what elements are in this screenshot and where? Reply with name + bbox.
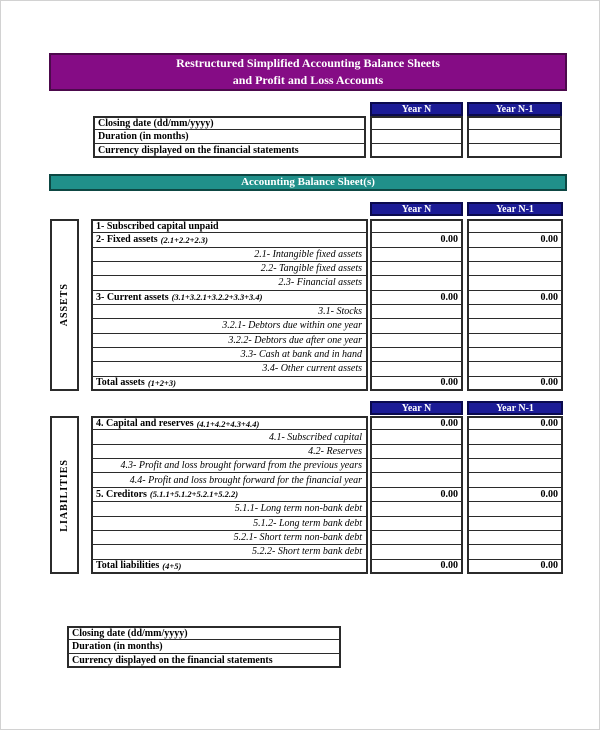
asset-row <box>91 291 563 305</box>
info-value-year-n1 <box>467 144 562 158</box>
value-cell-year-n <box>370 305 463 319</box>
liabilities-header-year-n <box>370 401 463 415</box>
value-cell-year-n1: 0.00 <box>467 488 563 502</box>
assets-header-year-n <box>370 202 463 216</box>
value-cell-year-n <box>370 334 463 348</box>
value-cell-year-n <box>370 319 463 333</box>
info-value-year-n1 <box>467 116 562 130</box>
row-label: 2.3- Financial assets <box>91 276 368 290</box>
info-value-year-n <box>370 116 463 130</box>
value-cell-year-n1 <box>467 276 563 290</box>
value-cell-year-n1 <box>467 348 563 362</box>
row-label <box>91 233 368 247</box>
value-cell-year-n1 <box>467 334 563 348</box>
row-label <box>91 219 368 233</box>
row-label: 3.4- Other current assets <box>91 362 368 376</box>
footer-info-row <box>67 640 341 654</box>
row-label-text: 5. Creditors <box>96 488 147 500</box>
row-label <box>91 560 368 574</box>
assets-header-year-n1 <box>467 202 563 216</box>
liability-row <box>91 488 563 502</box>
row-label: 4.3- Profit and loss brought forward from the previous years <box>91 459 368 473</box>
row-label: 4.1- Subscribed capital <box>91 430 368 444</box>
row-label: 3.2.2- Debtors due after one year <box>91 334 368 348</box>
footer-row-label: Duration (in months) <box>67 640 341 654</box>
row-label <box>91 488 368 502</box>
value-cell-year-n <box>370 502 463 516</box>
footer-info-row <box>67 654 341 668</box>
value-cell-year-n <box>370 276 463 290</box>
asset-row <box>91 334 563 348</box>
asset-row <box>91 348 563 362</box>
asset-row <box>91 276 563 290</box>
value-cell-year-n1 <box>467 319 563 333</box>
value-cell-year-n <box>370 517 463 531</box>
report-info-table <box>93 116 562 158</box>
info-value-year-n <box>370 144 463 158</box>
row-label: 4.2- Reserves <box>91 445 368 459</box>
liabilities-header-year-n1 <box>467 401 563 415</box>
footer-row-label: Currency displayed on the financial statements <box>67 654 341 668</box>
row-formula: (4.1+4.2+4.3+4.4) <box>196 418 260 429</box>
value-cell-year-n: 0.00 <box>370 488 463 502</box>
year-n-label: Year N <box>401 203 432 215</box>
value-cell-year-n: 0.00 <box>370 560 463 574</box>
value-cell-year-n1: 0.00 <box>467 233 563 247</box>
asset-row <box>91 319 563 333</box>
liability-row <box>91 517 563 531</box>
info-row <box>93 144 562 158</box>
row-formula: (5.1.1+5.1.2+5.2.1+5.2.2) <box>149 489 239 500</box>
value-cell-year-n: 0.00 <box>370 416 463 430</box>
value-cell-year-n1: 0.00 <box>467 291 563 305</box>
year-n1-label: Year N-1 <box>495 103 534 115</box>
value-cell-year-n1 <box>467 531 563 545</box>
value-cell-year-n1 <box>467 219 563 233</box>
row-label: 5.1.2- Long term bank debt <box>91 517 368 531</box>
liability-row <box>91 459 563 473</box>
info-row <box>93 116 562 130</box>
liability-row <box>91 502 563 516</box>
row-label: 3.2.1- Debtors due within one year <box>91 319 368 333</box>
row-label <box>91 416 368 430</box>
value-cell-year-n <box>370 545 463 559</box>
value-cell-year-n1 <box>467 262 563 276</box>
year-n1-label: Year N-1 <box>496 402 534 414</box>
value-cell-year-n1 <box>467 248 563 262</box>
liability-row <box>91 416 563 430</box>
row-formula: (3.1+3.2.1+3.2.2+3.3+3.4) <box>171 292 263 303</box>
asset-row <box>91 305 563 319</box>
liability-row <box>91 545 563 559</box>
row-label: 3.1- Stocks <box>91 305 368 319</box>
value-cell-year-n <box>370 262 463 276</box>
value-cell-year-n1: 0.00 <box>467 560 563 574</box>
row-label <box>91 377 368 391</box>
row-label: 2.2- Tangible fixed assets <box>91 262 368 276</box>
value-cell-year-n1 <box>467 473 563 487</box>
value-cell-year-n1 <box>467 545 563 559</box>
value-cell-year-n: 0.00 <box>370 233 463 247</box>
row-label-text: Total liabilities <box>96 560 160 572</box>
row-label-text: 3- Current assets <box>96 291 169 303</box>
value-cell-year-n1 <box>467 430 563 444</box>
row-label-text: Total assets <box>96 377 145 389</box>
info-header-year-n <box>370 102 463 116</box>
row-label-text: 2- Fixed assets <box>96 234 158 246</box>
row-label: 5.2.1- Short term non-bank debt <box>91 531 368 545</box>
liabilities-side-text: LIABILITIES <box>59 458 70 532</box>
year-n-label: Year N <box>401 103 432 115</box>
row-formula: (4+5) <box>162 560 182 571</box>
asset-row <box>91 219 563 233</box>
liabilities-table <box>91 416 563 574</box>
info-value-year-n <box>370 130 463 144</box>
value-cell-year-n1 <box>467 517 563 531</box>
value-cell-year-n <box>370 219 463 233</box>
value-cell-year-n1 <box>467 502 563 516</box>
title-line-2: and Profit and Loss Accounts <box>232 73 384 87</box>
row-label-text: 4. Capital and reserves <box>96 418 194 430</box>
footer-info-table <box>67 626 341 668</box>
value-cell-year-n1 <box>467 305 563 319</box>
value-cell-year-n <box>370 473 463 487</box>
asset-row <box>91 248 563 262</box>
value-cell-year-n1 <box>467 362 563 376</box>
assets-side-text: ASSETS <box>59 283 70 327</box>
year-n1-label: Year N-1 <box>496 203 534 215</box>
section-banner-label: Accounting Balance Sheet(s) <box>241 176 375 188</box>
value-cell-year-n1 <box>467 459 563 473</box>
value-cell-year-n1: 0.00 <box>467 416 563 430</box>
asset-row <box>91 233 563 247</box>
liability-row <box>91 430 563 444</box>
footer-row-label: Closing date (dd/mm/yyyy) <box>67 626 341 640</box>
info-row-label: Currency displayed on the financial statements <box>93 144 366 158</box>
liabilities-side-label <box>50 416 79 574</box>
title-line-1: Restructured Simplified Accounting Balance Sheets <box>176 56 440 70</box>
info-row-label: Duration (in months) <box>93 130 366 144</box>
value-cell-year-n <box>370 445 463 459</box>
asset-total-row <box>91 377 563 391</box>
value-cell-year-n: 0.00 <box>370 291 463 305</box>
info-row-label: Closing date (dd/mm/yyyy) <box>93 116 366 130</box>
value-cell-year-n <box>370 348 463 362</box>
row-label: 4.4- Profit and loss brought forward for the financial year <box>91 473 368 487</box>
liability-row <box>91 531 563 545</box>
footer-info-row <box>67 626 341 640</box>
row-label: 5.2.2- Short term bank debt <box>91 545 368 559</box>
section-banner <box>49 174 567 191</box>
row-label-text: 1- Subscribed capital unpaid <box>96 221 219 233</box>
liability-row <box>91 445 563 459</box>
value-cell-year-n: 0.00 <box>370 377 463 391</box>
year-n-label: Year N <box>401 402 432 414</box>
assets-side-label <box>50 219 79 391</box>
row-label <box>91 291 368 305</box>
assets-table <box>91 219 563 391</box>
info-header-year-n1 <box>467 102 562 116</box>
title-banner <box>49 53 567 91</box>
row-label: 3.3- Cash at bank and in hand <box>91 348 368 362</box>
row-formula: (1+2+3) <box>147 377 176 388</box>
row-label: 2.1- Intangible fixed assets <box>91 248 368 262</box>
asset-row <box>91 362 563 376</box>
liability-row <box>91 473 563 487</box>
info-value-year-n1 <box>467 130 562 144</box>
value-cell-year-n <box>370 459 463 473</box>
row-formula: (2.1+2.2+2.3) <box>160 234 208 245</box>
info-row <box>93 130 562 144</box>
value-cell-year-n <box>370 531 463 545</box>
value-cell-year-n <box>370 248 463 262</box>
value-cell-year-n1 <box>467 445 563 459</box>
asset-row <box>91 262 563 276</box>
row-label: 5.1.1- Long term non-bank debt <box>91 502 368 516</box>
value-cell-year-n1: 0.00 <box>467 377 563 391</box>
value-cell-year-n <box>370 362 463 376</box>
liability-total-row <box>91 560 563 574</box>
value-cell-year-n <box>370 430 463 444</box>
